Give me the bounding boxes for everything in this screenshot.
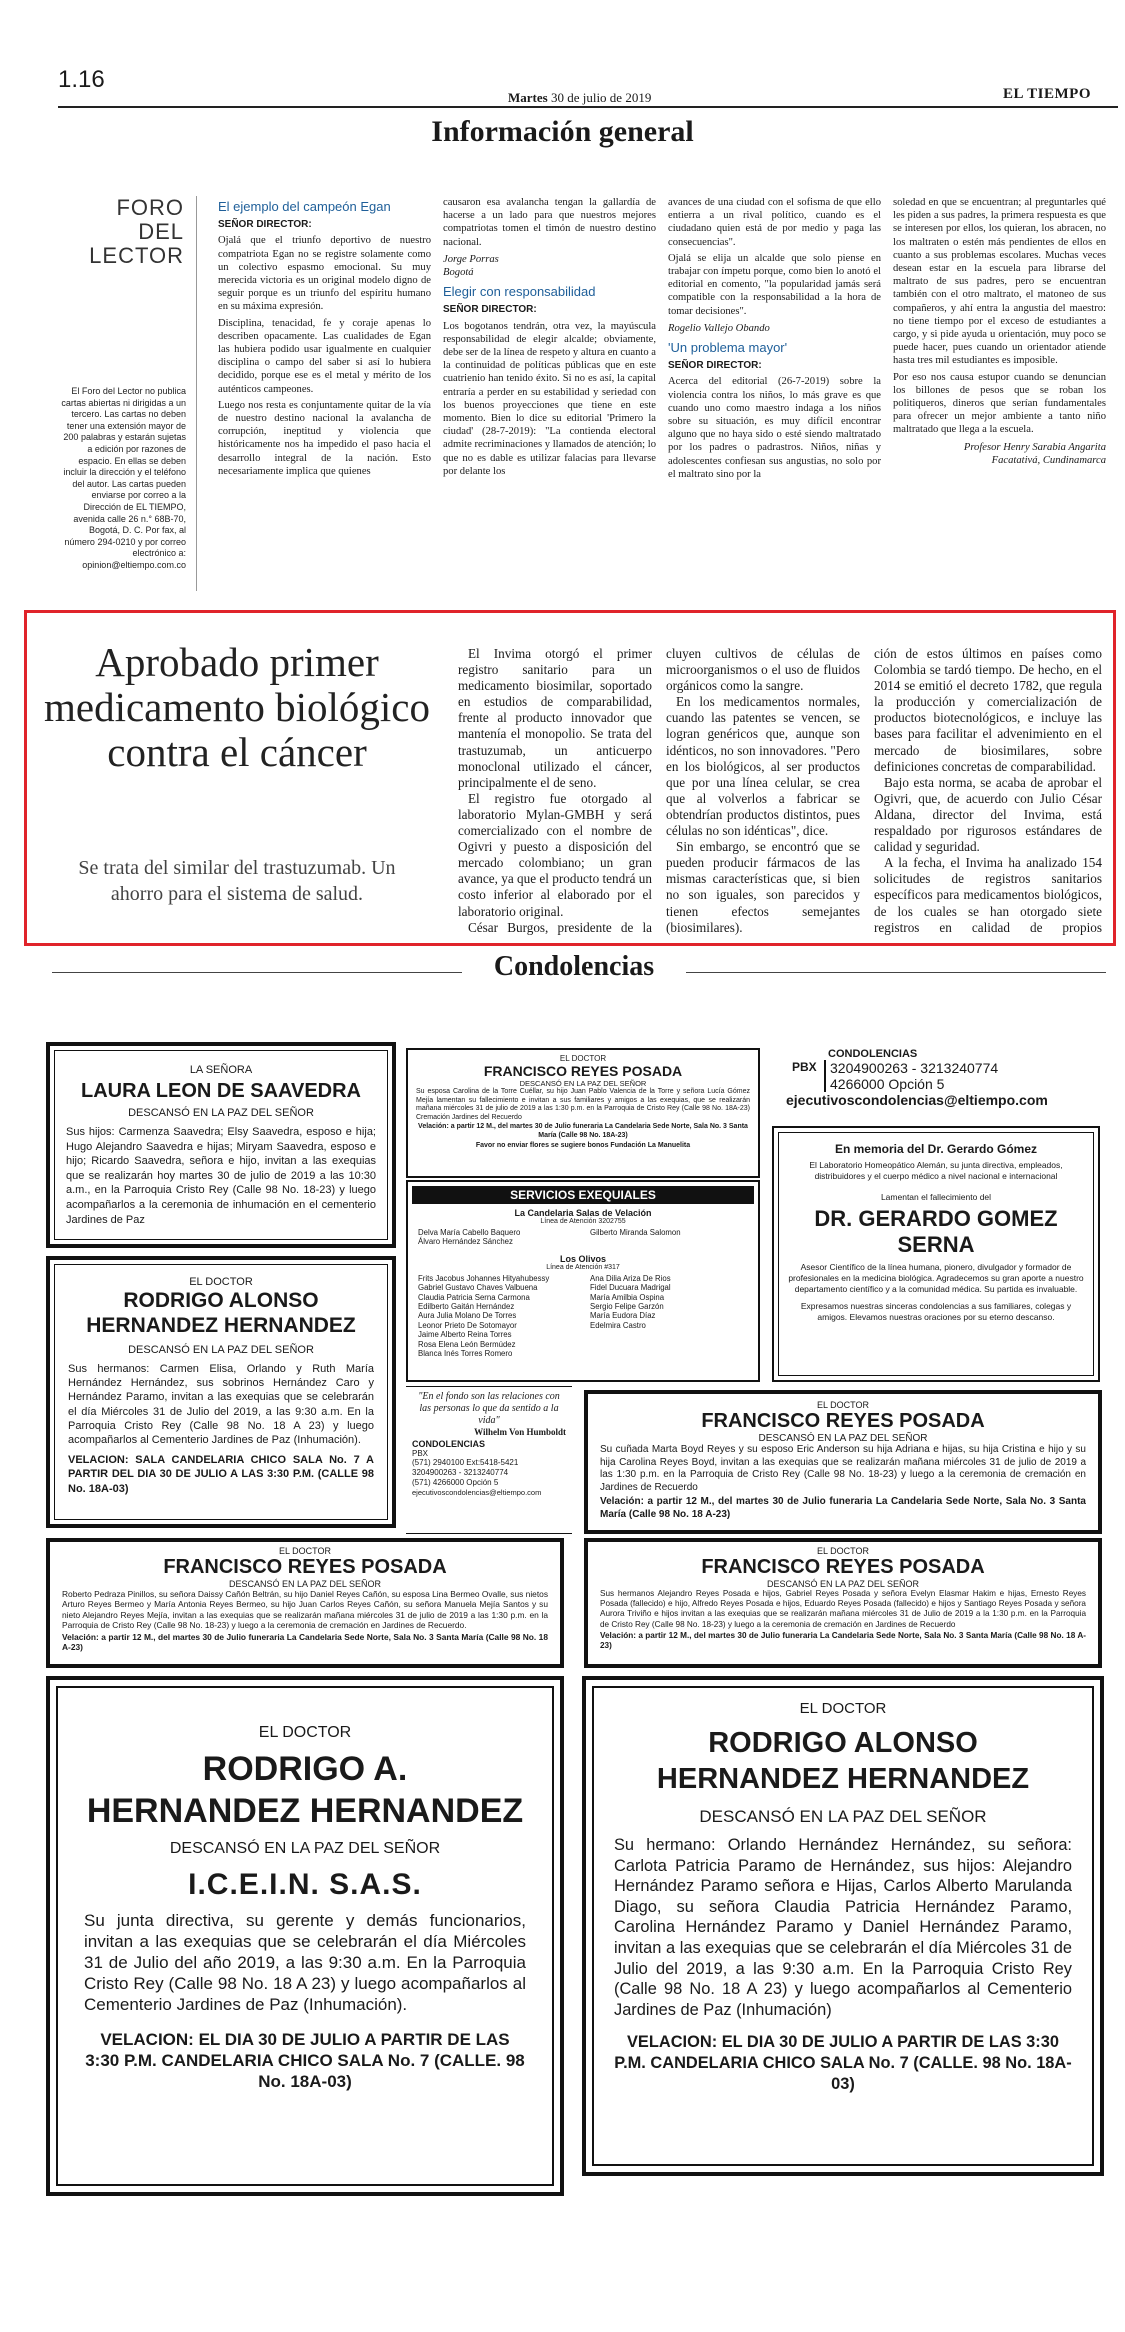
obituary-velacion: VELACION: EL DIA 30 DE JULIO A PARTIR DE LAS 3:30 P.M. CANDELARIA CHICO SALA No. 7 (CALLE. 98 No. 18A-03) [85, 2030, 525, 2091]
quote-head: CONDOLENCIAS [412, 1439, 486, 1449]
servicios-sub2: Los Olivos [559, 1253, 606, 1264]
memoria-intro: El Laboratorio Homeopático Alemán, su junta directiva, empleados, distribuidores y el cuerpo médico a nivel nacional e internacional [809, 1160, 1063, 1181]
obituary-name-line1: RODRIGO ALONSO [123, 1289, 319, 1312]
memoria-close: Expresamos nuestras sinceras condolencias a sus familiares, colegas y amigos. Elevamos nuestras oraciones por su eterno descanso. [800, 1301, 1072, 1322]
letter-1-paragraph: Disciplina, tenacidad, fe y coraje apenas lo describen opacamente. Las cualidades de Egan las hubiera podido usar igualmente en cualquier disciplina o campo del saber si así lo hubiera decidido, porque ese es el metal y mérito de los auténticos campeones. [218, 317, 431, 395]
date-day: Martes [508, 90, 548, 105]
foro-title-line2: LECTOR [89, 243, 184, 268]
foro-divider [196, 196, 197, 591]
article-column-1 [458, 646, 652, 936]
obituary-name: FRANCISCO REYES POSADA [163, 1556, 447, 1578]
obituary-inner-frame [56, 1686, 554, 2186]
obituary-title: EL DOCTOR [258, 1724, 352, 1741]
condolencias-contact-ad [770, 1048, 1096, 1118]
obituary-francisco-reyes-top [406, 1048, 760, 1178]
article-column-2 [666, 646, 860, 936]
article-paragraph: Sin embargo, se encontró que se pueden producir fármacos de las mismas características que, si bien no son iguales, son parecidos y tienen efectos semejantes (biosimilares). [666, 839, 860, 935]
ad-lines [824, 1060, 998, 1092]
obituary-velacion: Velación: a partir 12 M., del martes 30 de Julio funeraria La Candelaria Sede Norte, Sala No. 3 Santa María (Calle 98 No. 18 A-23) [62, 1631, 548, 1653]
obituary-company: I.C.E.I.N. S.A.S. [188, 1868, 422, 1901]
ad-phones: 3204900263 - 3213240774 [830, 1060, 999, 1076]
letter-1-headline: El ejemplo del campeón Egan [218, 199, 391, 214]
obituary-text: Su hermano: Orlando Hernández Hernández, su señora: Carlota Patricia Paramo de Hernández, sus hijos: Alejandro Hernández Paramo señora e Hijas, Carlos Alberto Marulanda Diago, su señora Claudia Patricia Hernández Paramo, Carolina Hernández Paramo y Daniel Hernández Paramo, invitan a las exequias que se celebrarán el día Miércoles 31 de Julio del 2019, a las 9:30 a.m. En la Parroquia Cristo Rey (Calle 98 No. 18 A 23) y luego acompañarlos al Cementerio Jardines de Paz (Inhumación) [614, 1836, 1072, 2019]
article-headline: Aprobado primer medicamento biológico contra el cáncer [44, 639, 430, 775]
quote-author: Wilhelm Von Humboldt [474, 1427, 566, 1437]
obituary-text: Su junta directiva, su gerente y demás funcionarios, invitan a las exequias que se celebrarán el día Miércoles 31 de Julio del año 2019, a las 9:30 a.m. En la Parroquia Cristo Rey (Calle 98 No. 18 A 23) y luego acompañarlos al Cementerio Jardines de Paz (Inhumación). [84, 1911, 526, 2014]
obituary-name-line2: HERNANDEZ HERNANDEZ [86, 1314, 356, 1337]
letter-3-signature [893, 441, 1106, 467]
obituary-francisco-reyes-left [46, 1538, 564, 1668]
article-paragraph: En los medicamentos normales, cuando las patentes se vencen, se logran genéricos que, aunque son idénticos, no son innovadores. "Pero en los biológicos, al ser productos que por una línea celular, se crea que al volverlos a fabricar se obtendrían productos distintos, pues células no son idénticas", dice. [666, 694, 860, 839]
condolencias-rule-left [52, 972, 462, 973]
servicios-names-left: Delva María Cabello Baquero Álvaro Hernández Sánchez [418, 1228, 521, 1247]
obituary-name: LAURA LEON DE SAAVEDRA [80, 1080, 361, 1102]
servicios-sub2-line: Línea de Atención #317 [546, 1263, 620, 1271]
obituary-name: FRANCISCO REYES POSADA [701, 1556, 985, 1578]
obituary-inner-frame [778, 1132, 1094, 1376]
servicios-group2 [408, 1271, 758, 1362]
letter-1-paragraph: Luego nos resta es conjuntamente quitar de la vía de nuestro destino nacional la avalancha de corrupción, ineptitud y violencia que históricamente nos ha impedido el paso hacia el desarrollo integral de la nación. Esto necesariamente implica que quienes [218, 399, 431, 477]
quote-line: 3204900263 - 3213240774 [412, 1468, 509, 1477]
quote-ad [406, 1386, 572, 1534]
memoria-text: Asesor Científico de la línea humana, pionero, divulgador y formador de profesionales en la medicina biológica. Agradecemos su gran aporte a nuestro departamento científico y a la comunidad médica. Su partida es invaluable. [788, 1262, 1084, 1294]
brand-logo: EL TIEMPO [1003, 86, 1091, 102]
obituary-francisco-reyes-right-2 [584, 1538, 1102, 1668]
section-title: Información general [431, 115, 694, 148]
obituary-rest: DESCANSÓ EN LA PAZ DEL SEÑOR [128, 1107, 314, 1119]
servicios-names-right: Ana Dilia Ariza De Rios Fidel Ducuara Madrigal María Amilbia Ospina Sergio Felipe Garzón María Eudora Díaz Edelmira Castro [590, 1273, 671, 1330]
letter-2-paragraph: Los bogotanos tendrán, otra vez, la mayúscula responsabilidad de elegir alcalde; obviamente, debe ser de la línea de respeto y altura en cuanto a la continuidad de políticas públicas que en este cuatrienio han tenido éxito. Si no es así, la capital entraría a perder en su estabilidad y seriedad con los buenos proyecciones que tiene en este momento. Bien lo dice su editorial 'Primero la ciudad' (28-7-2019): "La contienda electoral admite recriminaciones y llamados de atención; lo que no es dable es utilizar falacias para llevarse por delante los [443, 320, 656, 477]
obituary-velacion: Velación: a partir 12 M., del martes 30 de Julio funeraria La Candelaria Sede Norte, Sala No. 3 Santa María (Calle 98 No. 18A-23) [418, 1123, 748, 1139]
obituary-velacion: VELACION: EL DIA 30 DE JULIO A PARTIR DE LAS 3:30 P.M. CANDELARIA CHICO SALA No. 7 (CALLE. 98 No. 18A-03) [614, 2033, 1072, 2093]
letter-column-1 [218, 196, 431, 596]
foro-title-line1: FORO DEL [116, 195, 184, 244]
letter-1-author: Jorge Porras [443, 253, 499, 265]
date-line [508, 90, 651, 106]
obituary-rest: DESCANSÓ EN LA PAZ DEL SEÑOR [766, 1579, 920, 1589]
letter-2-signature: Rogelio Vallejo Obando [668, 322, 770, 334]
obituary-name: FRANCISCO REYES POSADA [483, 1063, 683, 1079]
letter-2-paragraph: Ojalá se elija un alcalde que solo piense en trabajar con ímpetu porque, como bien lo anotó el editorial en comento, "la popularidad jamás será compatible con la responsabilidad a la hora de tomar decisiones". [668, 252, 881, 317]
obituary-title: EL DOCTOR [189, 1276, 253, 1288]
servicios-sub1: La Candelaria Salas de Velación [514, 1208, 652, 1218]
article-paragraph: El Invima otorgó el primer registro sanitario para un medicamento biosimilar, soportado en estudios de comparabilidad, frente al producto innovador que mantenía el monopolio. Se trata del trastuzumab, un anticuerpo monoclonal utilizado el cáncer, principalmente el de seno. [458, 646, 652, 790]
letter-3-paragraph: soledad en que se encuentran; al preguntarles qué les piden a sus padres, la primera respuesta es que se interesen por ellos, los quieran, los abracen, no los maltraten o estén más pendientes de ellos en cuanto a sus problemas escolares. Muchas veces desean estar en la escuela para librarse del maltrato de sus padres, pero se encuentran también con el otro maltrato, el matoneo de sus compañeros, y ahí entra la angustia del maestro: no tiene tiempo por el exceso de estudiantes a cargo, y si pide ayuda u orientación, muy poco se puede hacer, pues cuando un orientador atiende hasta tres mil estudiantes es imposible. [893, 197, 1106, 367]
obituary-velacion: Velación: a partir 12 M., del martes 30 de Julio funeraria La Candelaria Sede Norte, Sala No. 3 Santa María (Calle 98 No. 18 A-23) [600, 1630, 1086, 1651]
letter-3-headline: 'Un problema mayor' [668, 340, 788, 356]
letter-1-signature [443, 253, 656, 279]
obituary-rest: DESCANSÓ EN LA PAZ DEL SEÑOR [519, 1079, 647, 1088]
date-rest: 30 de julio de 2019 [550, 90, 652, 105]
ad-line2: 4266000 Opción 5 [830, 1076, 945, 1092]
obituary-rest: DESCANSÓ EN LA PAZ DEL SEÑOR [228, 1579, 382, 1589]
article-paragraph: cluyen cultivos de células de microorganismos o el uso de fluidos orgánicos como la sangre. [666, 646, 860, 694]
quote-email: ejecutivoscondolencias@eltiempo.com [412, 1488, 542, 1497]
servicios-title: SERVICIOS EXEQUIALES [412, 1186, 754, 1204]
article-column-3 [874, 646, 1102, 936]
obituary-name: FRANCISCO REYES POSADA [701, 1410, 985, 1432]
obituary-rest: DESCANSÓ EN LA PAZ DEL SEÑOR [699, 1807, 987, 1826]
letter-column-2 [443, 196, 656, 596]
quote-line: (571) 2940100 Ext:5418-5421 [412, 1458, 519, 1467]
ad-email: ejecutivoscondolencias@eltiempo.com [786, 1092, 1048, 1108]
obituary-laura-leon [46, 1042, 396, 1248]
letter-3-author: Profesor Henry Sarabia Angarita [963, 441, 1106, 453]
obituary-title: EL DOCTOR [559, 1054, 607, 1063]
article-paragraph: A la fecha, el Invima ha analizado 154 solicitudes de registros sanitarios específicos para medicamentos biológicos, de los cuales se han otorgado siete registros en calidad de propios [874, 855, 1102, 935]
condolencias-rule-right [686, 972, 1106, 973]
article-paragraph: El registro fue otorgado al laboratorio Mylan-GMBH y será comercializado con el nombre de Ogivri y puesto a disposición del mercado colombiano; un gran avance, ya que el producto tendrá un costo inferior al elaborado por el laboratorio original. [458, 790, 652, 919]
obituary-rest: DESCANSÓ EN LA PAZ DEL SEÑOR [169, 1840, 441, 1857]
obituary-gerardo-gomez [772, 1126, 1100, 1382]
article-paragraph: César Burgos, presidente de la [468, 919, 652, 935]
obituary-title: LA SEÑORA [189, 1064, 253, 1076]
letter-1-salutation: SEÑOR DIRECTOR: [218, 219, 312, 231]
letter-2-headline: Elegir con responsabilidad [443, 284, 596, 300]
obituary-text: Su esposa Carolina de la Torre Cuéllar, su hijo Juan Pablo Valencia de la Torre y señora Lucía Gómez Mejía lamentan su fallecimiento e invitan a sus familiares y amigos a las exequias, que se realizarán mañana miércoles 31 de julio de 2019 a las 1:30 p.m. en la Parroquia de Cristo Rey (Calle 98 No. 18A-23) Cremación Jardines del Recuerdo [416, 1088, 750, 1121]
letter-3-paragraph: Por eso nos causa estupor cuando se denuncian los billones de pesos que se roban los politiqueros, dineros que serían fundamentales para ofrecer un mejor ambiente a tanto niño maltratado que llega a la escuela. [893, 371, 1106, 436]
article-paragraph: ción de estos últimos en países como Colombia se tardó tiempo. De hecho, en el 2014 se emitió el decreto 1782, que regula la producción y comercialización de productos biotecnológicos, e incluye las bases para facilitar el advenimiento en el mercado de biosimilares, sobre definiciones concretas de comparabilidad. [874, 646, 1102, 774]
obituary-name-line1: RODRIGO A. [202, 1750, 408, 1788]
article-subhead: Se trata del similar del trastuzumab. Un ahorro para el sistema de salud. [78, 857, 396, 905]
foro-title [64, 196, 184, 268]
obituary-text: Sus hijos: Carmenza Saavedra; Elsy Saavedra, esposo e hija; Hugo Alejandro Saavedra e hijas; Miryam Saavedra, esposo e hijo; Ricardo Saavedra, señora e hijo, invitan a las exequias que se realizarán hoy martes 30 de julio de 2019 a las 10:30 a.m., en la Parroquia Cristo Rey (Calle 98 No. 18-23) y luego acompañarlos a la ceremonia de inhumación en el cementerio Jardines de Paz [66, 1126, 376, 1226]
letter-column-3 [668, 196, 881, 596]
obituary-text: Su cuñada Marta Boyd Reyes y su esposo Eric Anderson su hija Adriana e hijas, su hija Cristina e hijo y su hija Carolina Reyes Boyd, invitan a las exequias que se realizarán mañana miércoles 31 de julio de 2019 a las 1:30 p.m. en la Parroquia de Cristo Rey (Calle 98 No. 18-23) y luego a la ceremonia de cremación en Jardines de Recuerdo [600, 1444, 1086, 1493]
letter-1-paragraph: Ojalá que el triunfo deportivo de nuestro compatriota Egan no se registre solamente como un colectivo espasmo emocional. Su muy merecida victoria es un original modelo digno de seguir porque es un triunfo del espíritu humano en su máxima expresión. [218, 235, 431, 313]
letter-3-salutation: SEÑOR DIRECTOR: [668, 360, 762, 372]
obituary-rodrigo-alonso-big [582, 1676, 1104, 2176]
memoria-lament: Lamentan el fallecimiento del [880, 1192, 992, 1202]
servicios-group1 [408, 1225, 758, 1250]
servicios-sub1-line: Línea de Atención 3202755 [540, 1218, 626, 1225]
obituary-francisco-reyes-right [584, 1390, 1102, 1534]
quote-line: (571) 4266000 Opción 5 [412, 1478, 499, 1487]
letter-1-city: Bogotá [443, 267, 474, 279]
memoria-name: DR. GERARDO GOMEZ SERNA [814, 1206, 1058, 1257]
page-number: 1.16 [58, 66, 105, 93]
ad-pbx-row [770, 1060, 1096, 1092]
obituary-note: Favor no enviar flores se sugiere bonos Fundación La Manuelita [475, 1141, 691, 1149]
letter-3-paragraph: Acerca del editorial (26-7-2019) sobre la violencia contra los niños, lo más grave es que cuando uno como maestro indaga a los niños sobre su situación, es muy difícil encontrar alguno que no haya sido o esté siendo maltratado por los padres o padrastros. Niños, niñas y adolescentes confiesan sus angustias, no solo por el maltrato sino por la [668, 376, 881, 480]
obituary-inner-frame [54, 1264, 388, 1520]
letter-2-salutation: SEÑOR DIRECTOR: [443, 304, 537, 316]
obituary-text: Sus hermanos: Carmen Elisa, Orlando y Ruth María Hernández Hernández, sus sobrinos Hernández Caro y Hernández Paramo, invitan a las exequias que se celebrarán el día Miércoles 31 de Julio del 2019, a las 9:30 a.m. En la Parroquia Cristo Rey (Calle 98 No. 18 A 23) y luego acompañarlos al Cementerio Jardines de Paz (Inhumación). [68, 1363, 374, 1447]
obituary-name-line1: RODRIGO ALONSO [708, 1727, 978, 1759]
obituary-inner-frame [54, 1050, 388, 1240]
obituary-title: EL DOCTOR [278, 1546, 331, 1556]
obituary-text: Roberto Pedraza Pinillos, su señora Daissy Cañón Beltrán, su hijo Daniel Reyes Cañón, su esposa Lina Bermeo Ovalle, sus nietos Arturo Reyes Bermeo y María Antonia Reyes Bermeo, su hijo Juan Carlos Reyes Cañón, su señora Manuela Mejía Santos y su nieto Alejandro Reyes Mejía, invitan a las exequias que se realizarán mañana miércoles 31 de julio de 2019 a las 1:30 p.m. en la Parroquia de Cristo Rey (Calle 98 No. 18-23) y luego a la ceremonia de cremación en Jardines de Recuerdo. [62, 1589, 549, 1631]
letter-2-paragraph: avances de una ciudad con el sofisma de que ello entierra a un rival político, cuando es el ciudadano quien está de por medio y paga las consecuencias". [668, 197, 881, 248]
obituary-rodrigo-alonso-medium [46, 1256, 396, 1528]
obituary-title: EL DOCTOR [799, 1700, 887, 1717]
ad-head: CONDOLENCIAS [828, 1048, 918, 1060]
obituary-title: EL DOCTOR [816, 1400, 869, 1410]
quote-pbx: PBX [412, 1449, 429, 1458]
obituary-text: Sus hermanos Alejandro Reyes Posada e hijos, Gabriel Reyes Posada y señora Evelyn Elasmar Hakim e hijas, Ernesto Reyes Posada (fallecido) e hijo, Alfredo Reyes Posada e hijos, Eduardo Reyes Posada (fallecido) e hijos y Santiago Reyes Posada y señora Aurora Triviño e hijos invitan a las exequias que se realizarán mañana miércoles 31 de Julio de 2019 a la 1:30 p.m. en la Parroquia de Cristo Rey (Calle 98 No. 18-23) y luego a la ceremonia de cremación en Jardines de Recuerdo [600, 1589, 1086, 1629]
foro-note: El Foro del Lector no publica cartas abiertas ni dirigidas a un tercero. Las cartas no deben tener una extensión mayor de 200 palabras y estarán sujetas a edición por razones de espacio. En ellas se deben incluir la dirección y el teléfono del autor. Las cartas pueden enviarse por correo a la Dirección de EL TIEMPO, avenida calle 26 n.° 68B-70, Bogotá, D. C. Por fax, al número 294-0210 y por correo electrónico a: opinion@eltiempo.com.co [61, 386, 186, 570]
ad-pbx-label: PBX [792, 1060, 817, 1074]
letter-3-city: Facatativá, Cundinamarca [991, 454, 1106, 466]
obituary-title: EL DOCTOR [816, 1546, 869, 1556]
obituary-velacion: Velación: a partir 12 M., del martes 30 de Julio funeraria La Candelaria Sede Norte, Sala No. 3 Santa María (Calle 98 No. 18 A-23) [600, 1496, 1086, 1520]
article-paragraph: Bajo esta norma, se acaba de aprobar el Ogivri, que, de acuerdo con Julio César Aldana, director del Invima, está respaldado por rigurosos estándares de calidad y seguridad. [874, 774, 1102, 855]
obituary-rest: DESCANSÓ EN LA PAZ DEL SEÑOR [758, 1433, 928, 1444]
letter-column-4 [893, 196, 1106, 596]
obituary-velacion: VELACION: SALA CANDELARIA CHICO SALA No. 7 A PARTIR DEL DIA 30 DE JULIO A LAS 3:30 P.M. (CALLE 98 No. 18A-03) [68, 1454, 374, 1495]
obituary-name-line2: HERNANDEZ HERNANDEZ [656, 1763, 1030, 1795]
obituary-name-line2: HERNANDEZ HERNANDEZ [86, 1792, 524, 1830]
letter-1-paragraph: causaron esa avalancha tengan la gallardía de hacerse a un lado para que nuestros mejores compatriotas tomen el timón de nuestro destino nacional. [443, 197, 656, 248]
servicios-names-left: Frits Jacobus Johannes Hityahubessy Gabriel Gustavo Chaves Valbuena Claudia Patricia Serna Carmona Edilberto Gaitán Hernández Aura Julia Molano De Torres Leonor Prieto De Sotomayor Jaime Alberto Reina Torres Rosa Elena León Bermúdez Blanca Inés Torres Romero [418, 1273, 550, 1359]
obituary-rest: DESCANSÓ EN LA PAZ DEL SEÑOR [128, 1344, 314, 1356]
obituary-rodrigo-icein [46, 1676, 564, 2196]
condolencias-title: Condolencias [493, 951, 655, 982]
servicios-names-right: Gilberto Miranda Salomon [590, 1228, 681, 1237]
header-rule [58, 106, 1118, 108]
obituary-inner-frame [592, 1686, 1094, 2166]
quote-text: "En el fondo son las relaciones con las personas lo que da sentido a la vida" [418, 1391, 560, 1426]
servicios-exequiales-box [406, 1180, 760, 1382]
memoria-head: En memoria del Dr. Gerardo Gómez [834, 1142, 1038, 1156]
